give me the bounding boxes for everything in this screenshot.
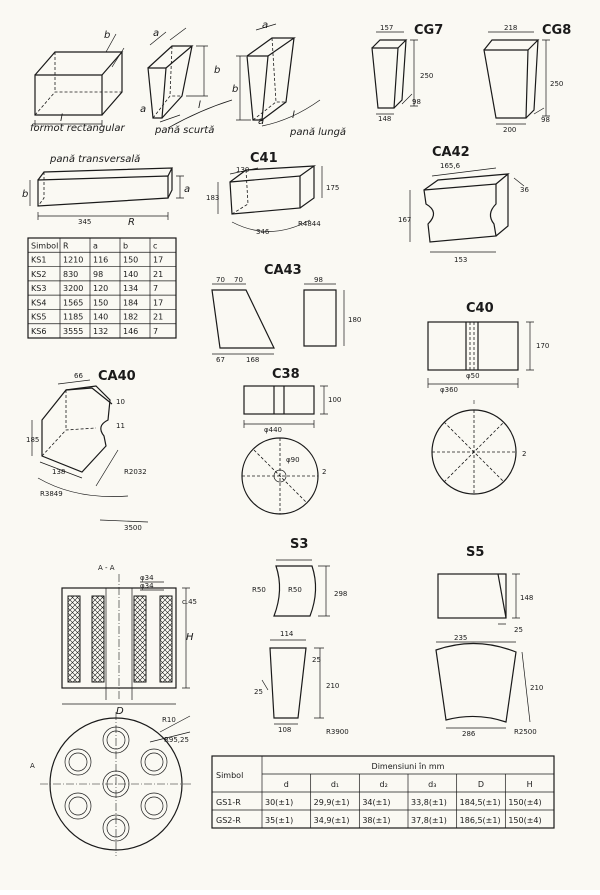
dim-l-short: l [198,100,201,111]
ks-cell: 98 [93,269,104,279]
dim-ca40-len: 3500 [124,524,142,532]
dim-sec-d1: φ34 [140,574,154,582]
gs-cell: 37,8(±1) [411,816,447,825]
gs-cell: 35(±1) [265,816,294,825]
gs-col-header: D [477,780,485,789]
brick-ca40 [26,369,148,532]
title-ca40: CA40 [98,369,136,384]
dim-cg8-h: 250 [550,80,564,88]
gs-cell: 150(±4) [508,816,542,825]
dim-ca43-b2: 168 [246,356,260,364]
dim-sec-d2: φ34 [140,582,154,590]
dim-R-transv: R [128,217,135,228]
dim-s3-r1: R50 [252,586,266,594]
ks-cell: 134 [123,284,139,294]
dim-s3-bot: 108 [278,726,292,734]
dim-cg7-top: 157 [380,24,394,32]
ks-header-cell: a [93,241,98,251]
brick-ca43 [212,263,361,364]
ks-cell: 1565 [63,298,84,308]
gs-col-header: H [526,780,533,789]
dim-cg7-bot: 148 [378,115,392,123]
ks-cell: KS5 [31,312,47,322]
gs-cell: 30(±1) [265,798,294,807]
ks-cell: 1185 [63,312,84,322]
ks-cell: 3555 [63,327,84,336]
dim-s5-t: 25 [514,626,523,634]
dim-cg8-side: 98 [541,116,550,124]
label-pana-transversala: pană transversală [50,154,141,165]
dim-a2-short: a [140,104,147,115]
dim-s5-h2: 210 [530,684,544,692]
brick-c38 [242,367,341,514]
dim-s3-side: 25 [254,688,263,696]
ks-cell: KS4 [31,298,47,308]
dim-c40-h: 170 [536,342,550,350]
label-pana-lunga: pană lungă [290,127,347,138]
ks-cell: 21 [153,312,164,322]
dim-top-a: A [30,762,35,770]
dim-s3-w: 114 [280,630,294,638]
dim-l: l [60,113,63,124]
section-a-a [62,564,197,717]
dim-ca42-h: 167 [398,216,412,224]
gs-top-view [30,712,192,856]
brick-s3 [252,537,349,736]
gs-cell: 150(±4) [508,798,542,807]
ks-cell: KS1 [31,255,47,265]
title-cg8: CG8 [542,23,572,38]
ks-cell: 21 [153,269,164,279]
dim-c41-r: R4844 [298,220,321,228]
title-s5: S5 [466,545,485,560]
gs-col-header: d₃ [428,780,437,789]
dim-sec-d: D [116,706,124,717]
dim-c40-side: 2 [522,450,527,458]
dim-ca40-top: 66 [74,372,83,380]
brick-pana-transversala [22,154,190,228]
dim-c38-d: φ440 [264,426,282,434]
ks-cell: 146 [123,327,139,336]
brick-s5 [436,545,543,738]
ks-header-cell: Simbol [31,241,59,251]
dim-c41-top: 130 [236,166,250,174]
gs-symbol-cell: GS2-R [216,816,241,825]
title-s3: S3 [290,537,309,552]
dim-ca43-h: 180 [348,316,362,324]
ks-header-cell: c [153,241,158,251]
ks-cell: KS6 [31,327,47,336]
label-pana-scurta: pană scurtă [155,125,215,136]
dim-345: 345 [78,218,92,226]
dim-s3-r2: R50 [288,586,302,594]
dim-b-long: b [232,84,239,95]
gs-cell: 34,9(±1) [313,816,350,825]
ks-cell: 7 [153,327,159,336]
ks-cell: 150 [93,298,109,308]
dim-ca40-r2: R2032 [124,468,147,476]
dim-l-long: l [292,110,295,121]
brick-formot-rectangular [30,30,125,134]
dim-c38-hole: φ90 [286,456,300,464]
dim-s5-top: 235 [454,634,468,642]
ks-cell: 116 [93,255,109,265]
dim-ca42-bot: 153 [454,256,468,264]
gs-symbol-cell: GS1-R [216,798,241,807]
dim-cg7-h: 250 [420,72,434,80]
ks-cell: 140 [123,269,139,279]
ks-cell: KS2 [31,269,47,279]
dim-c41-len: 346 [256,228,270,236]
brick-cg8 [484,23,571,134]
dim-c38-h: 100 [328,396,342,404]
ks-table [28,238,176,338]
dim-ca42-side: 36 [520,186,529,194]
title-c40: C40 [466,301,494,316]
dim-cg8-bot: 200 [503,126,517,134]
dim-ca43-t1: 70 [216,276,225,284]
dim-a2-long: a [258,116,265,127]
gs-col-header: d₁ [330,780,340,789]
ks-cell: 132 [93,327,109,336]
dim-ca43-sq: 98 [314,276,323,284]
dim-cg8-top: 218 [504,24,518,32]
dim-s3-h2: 210 [326,682,340,690]
brick-pana-scurta [140,28,232,136]
gs-cell: 184,5(±1) [459,798,501,807]
dim-ca43-b1: 67 [216,356,225,364]
dim-s3-r: R3900 [326,728,349,736]
dim-ca40-r1: R3849 [40,490,63,498]
gs-cell: 34(±1) [362,798,391,807]
title-ca43: CA43 [264,263,302,278]
brick-c41 [206,151,339,236]
ks-header-cell: b [123,241,129,251]
dim-c40-hole: φ50 [466,372,480,380]
dim-sec-h: H [186,632,194,643]
ks-cell: 120 [93,284,109,294]
title-c41: C41 [250,151,278,166]
ks-cell: KS3 [31,284,47,294]
ks-cell: 830 [63,269,79,279]
ks-cell: 3200 [63,284,84,294]
gs-cell: 29,9(±1) [313,798,350,807]
dim-a-transv: a [184,184,191,195]
ks-cell: 182 [123,312,139,322]
dim-b-transv: b [22,189,29,200]
dim-c41-h1: 183 [206,194,220,202]
dim-s3-h: 298 [334,590,348,598]
title-ca42: CA42 [432,145,470,160]
dim-b: b [104,30,111,41]
title-c38: C38 [272,367,300,382]
brick-ca42 [398,145,529,264]
dim-ca40-a: 10 [116,398,125,406]
label-formot: formot rectangular [30,123,125,134]
dim-ca42-top: 165,6 [440,162,461,170]
dim-ca40-b: 11 [116,422,125,430]
ks-cell: 140 [93,312,109,322]
gs-col-header: d₂ [379,780,388,789]
dim-ca40-h: 185 [26,436,40,444]
dim-s5-h: 148 [520,594,534,602]
dim-cg7-side: 98 [412,98,421,106]
dim-s5-bot: 286 [462,730,476,738]
dim-c41-h2: 175 [326,184,340,192]
title-cg7: CG7 [414,23,444,38]
dim-a-long: a [262,20,269,31]
gs-col-header: d [283,780,289,789]
gs-table [212,756,554,828]
dim-b-short: b [214,65,221,76]
brick-cg7 [372,23,443,123]
dim-s5-r: R2500 [514,728,537,736]
dim-ca40-bot: 138 [52,468,66,476]
ks-cell: 17 [153,255,164,265]
dim-s3-t: 25 [312,656,321,664]
dim-c38-side: 2 [322,468,327,476]
dim-a-short: a [153,28,160,39]
dim-sec-top: c.45 [182,598,197,606]
dim-top-r2: R95,25 [164,736,189,744]
gs-symbol-header: Simbol [216,771,244,780]
dim-c40-d: φ360 [440,386,458,394]
gs-cell: 186,5(±1) [459,816,501,825]
gs-cell: 33,8(±1) [411,798,447,807]
brick-c40 [428,301,549,494]
ks-cell: 150 [123,255,139,265]
ks-cell: 1210 [63,255,84,265]
ks-cell: 7 [153,284,159,294]
label-section: A - A [98,564,115,572]
gs-cell: 38(±1) [362,816,391,825]
ks-header-cell: R [63,241,69,251]
dim-ca43-t2: 70 [234,276,243,284]
gs-group-header: Dimensiuni în mm [371,762,445,771]
ks-cell: 184 [123,298,139,308]
ks-cell: 17 [153,298,164,308]
brick-pana-lunga [232,20,346,138]
dim-top-r1: R10 [162,716,176,724]
